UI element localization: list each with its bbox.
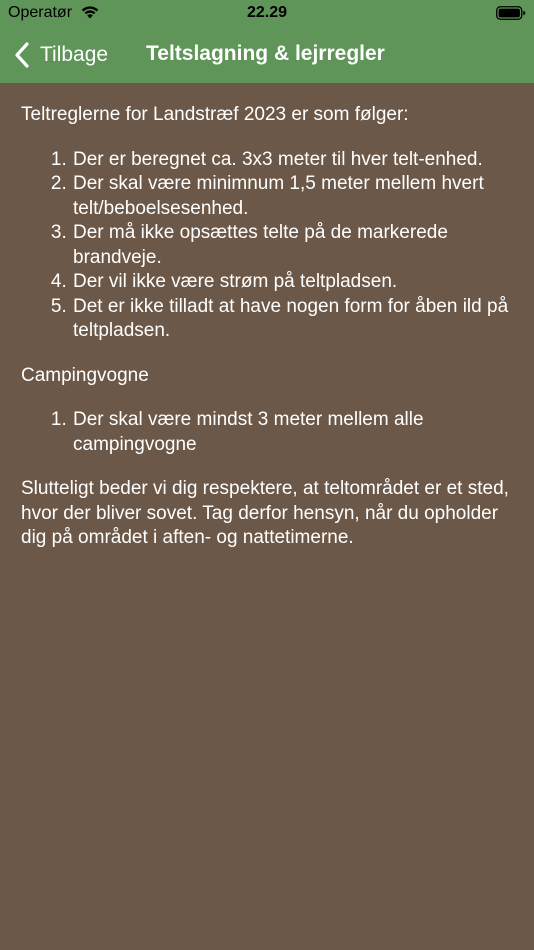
camping-rules-list xyxy=(21,408,516,457)
list-item: 1. Der skal være mindst 3 meter mellem alle campingvogne xyxy=(72,408,516,457)
page-title: Teltslagning & lejrregler xyxy=(146,42,385,65)
list-item: 5. Det er ikke tilladt at have nogen form for åben ild på teltpladsen. xyxy=(72,295,516,344)
list-item: 2. Der skal være minimnum 1,5 meter mellem hvert telt/beboelsesenhed. xyxy=(72,172,516,221)
list-item: 1. Der er beregnet ca. 3x3 meter til hver telt-enhed. xyxy=(72,148,516,173)
closing-text: Slutteligt beder vi dig respektere, at teltområdet er et sted, hvor der bliver sovet. Tag derfor hensyn, når du opholder dig på området i aften- og nattetimerne. xyxy=(21,478,509,548)
tent-rules-list xyxy=(21,148,516,344)
battery-icon xyxy=(496,6,526,20)
back-button[interactable] xyxy=(14,38,108,72)
rules-content xyxy=(21,103,516,551)
clock: 22.29 xyxy=(246,4,288,21)
navigation-bar xyxy=(0,28,534,83)
list-item: 3. Der må ikke opsættes telte på de markerede brandveje. xyxy=(72,221,516,270)
intro-text: Teltreglerne for Landstræf 2023 er som følger: xyxy=(21,104,409,125)
carrier-label: Operatør xyxy=(8,4,73,21)
list-item: 4. Der vil ikke være strøm på teltpladsen. xyxy=(72,270,516,295)
chevron-left-icon xyxy=(14,42,30,68)
camping-heading: Campingvogne xyxy=(21,364,149,386)
status-bar xyxy=(0,0,534,28)
back-label: Tilbage xyxy=(40,43,109,66)
